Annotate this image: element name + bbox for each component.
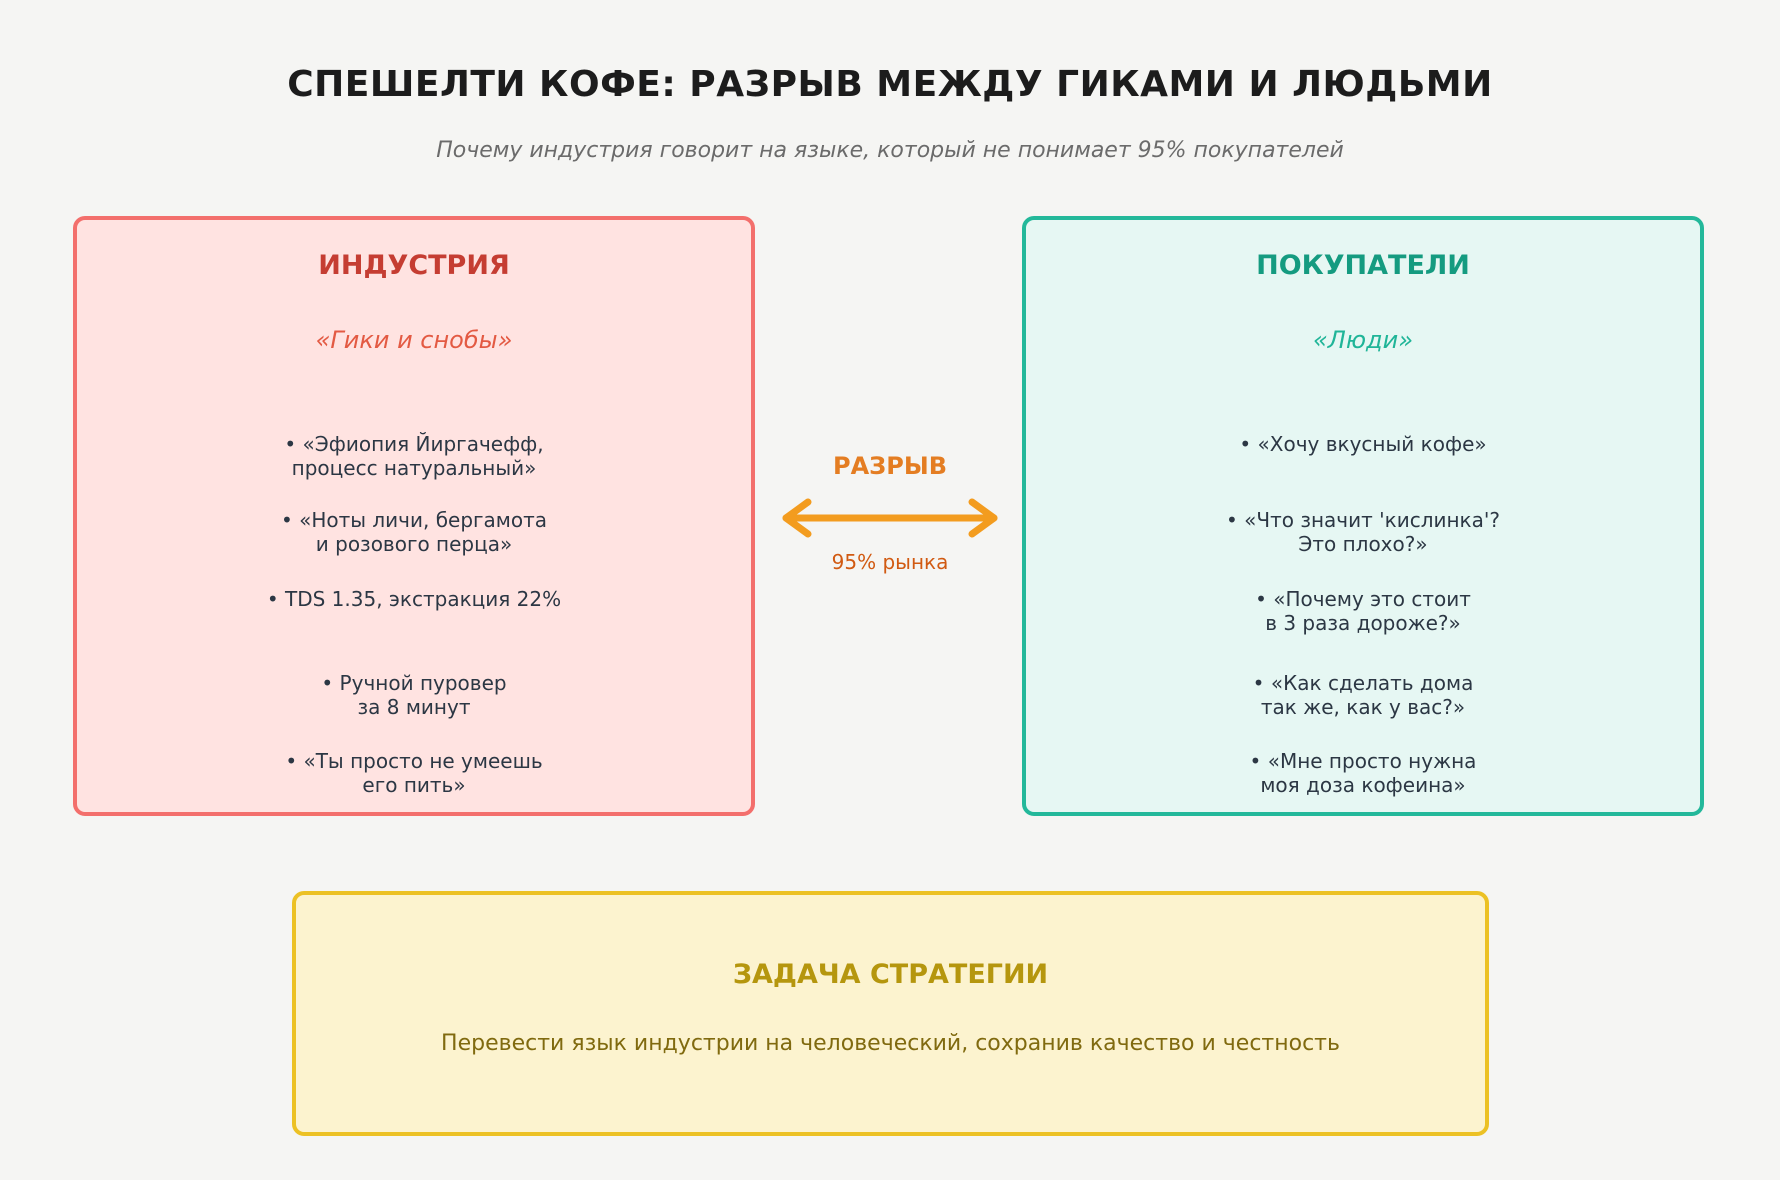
buyers-item: • «Почему это стоит в 3 раза дороже?» <box>1255 587 1471 635</box>
buyers-item: • «Что значит 'кислинка'? Это плохо?» <box>1225 508 1500 556</box>
page-subtitle: Почему индустрия говорит на языке, который не понимает 95% покупателей <box>436 138 1344 163</box>
buyers-title: ПОКУПАТЕЛИ <box>1256 250 1470 281</box>
industry-subtitle: «Гики и снобы» <box>315 326 513 354</box>
buyers-panel <box>1022 216 1704 816</box>
industry-item: • Ручной пуровер за 8 минут <box>321 671 507 719</box>
industry-item: • «Эфиопия Йиргачефф, процесс натуральный» <box>284 432 544 480</box>
industry-item: • «Ноты личи, бергамота и розового перца» <box>280 508 548 556</box>
page-title: СПЕШЕЛТИ КОФЕ: РАЗРЫВ МЕЖДУ ГИКАМИ И ЛЮДЬМИ <box>287 64 1493 105</box>
buyers-item: • «Мне просто нужна моя доза кофеина» <box>1249 749 1477 797</box>
strategy-title: ЗАДАЧА СТРАТЕГИИ <box>732 959 1049 990</box>
industry-item: • «Ты просто не умеешь его пить» <box>285 749 543 797</box>
buyers-subtitle: «Люди» <box>1312 326 1414 354</box>
industry-panel <box>73 216 755 816</box>
gap-label: РАЗРЫВ <box>833 452 947 480</box>
strategy-box <box>292 891 1489 1136</box>
industry-item: • TDS 1.35, экстракция 22% <box>266 587 562 611</box>
double-arrow-icon <box>778 498 1002 538</box>
industry-title: ИНДУСТРИЯ <box>318 250 510 281</box>
buyers-item: • «Как сделать дома так же, как у вас?» <box>1252 671 1474 719</box>
strategy-text: Перевести язык индустрии на человеческий, сохранив качество и честность <box>441 1031 1340 1056</box>
gap-note: 95% рынка <box>831 550 949 574</box>
buyers-item: • «Хочу вкусный кофе» <box>1239 432 1487 456</box>
